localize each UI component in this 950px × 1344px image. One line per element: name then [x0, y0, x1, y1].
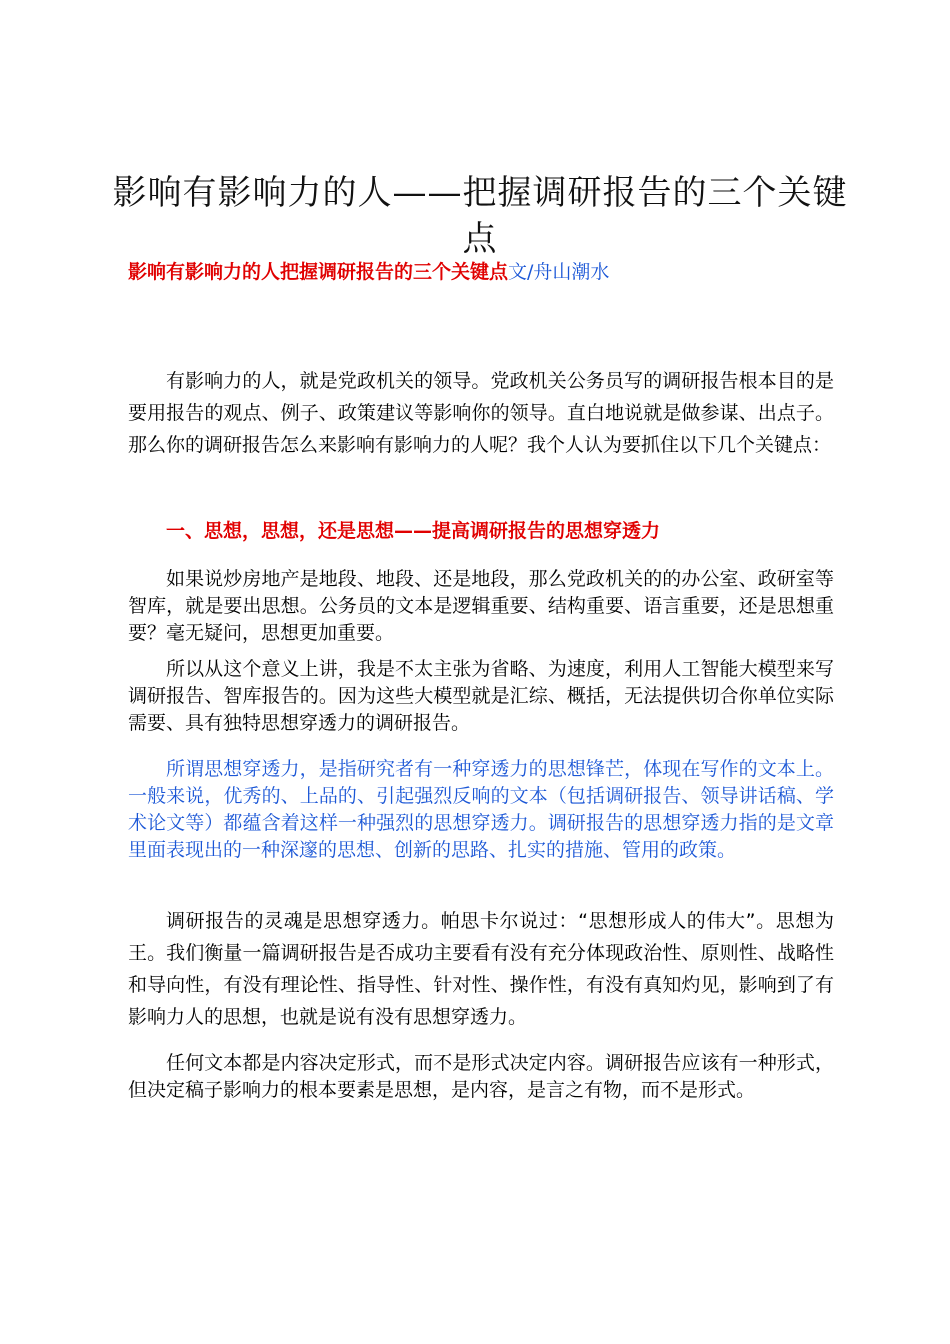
intro-paragraph: 有影响力的人，就是党政机关的领导。党政机关公务员写的调研报告根本目的是要用报告的观点、例子、政策建议等影响你的领导。直白地说就是做参谋、出点子。那么你的调研报告怎么来影响有影响力的人呢？我个人认为要抓住以下几个关键点：: [128, 370, 834, 456]
subtitle-author: 文/舟山潮水: [508, 261, 610, 283]
body-paragraph-4: 调研报告的灵魂是思想穿透力。帕思卡尔说过：“思想形成人的伟大”。思想为王。我们衡量一篇调研报告是否成功主要看有没有充分体现政治性、原则性、战略性和导向性，有没有理论性、指导性、针对性、操作性，有没有真知灼见，影响到了有影响力人的思想，也就是说有没有思想穿透力。: [128, 910, 834, 1028]
body-paragraph-3: 所谓思想穿透力，是指研究者有一种穿透力的思想锋芒，体现在写作的文本上。一般来说，优秀的、上品的、引起强烈反响的文本（包括调研报告、领导讲话稿、学术论文等）都蕴含着这样一种强烈的思想穿透力。调研报告的思想穿透力指的是文章里面表现出的一种深邃的思想、创新的思路、扎实的措施、管用的政策。: [128, 758, 834, 861]
body-paragraph-2: 所以从这个意义上讲，我是不太主张为省略、为速度，利用人工智能大模型来写调研报告、智库报告的。因为这些大模型就是汇综、概括，无法提供切合你单位实际需要、具有独特思想穿透力的调研报告。: [128, 658, 834, 734]
body-paragraph-5: 任何文本都是内容决定形式，而不是形式决定内容。调研报告应该有一种形式，但决定稿子影响力的根本要素是思想，是内容，是言之有物，而不是形式。: [128, 1052, 834, 1101]
subtitle-main: 影响有影响力的人把握调研报告的三个关键点: [128, 261, 509, 283]
document-title: 影响有影响力的人——把握调研报告的三个关键点: [112, 173, 848, 259]
section-1-heading: 一、思想，思想，还是思想——提高调研报告的思想穿透力: [166, 520, 661, 542]
document-subtitle: [128, 258, 848, 286]
body-paragraph-1: 如果说炒房地产是地段、地段、还是地段，那么党政机关的的办公室、政研室等智库，就是要出思想。公务员的文本是逻辑重要、结构重要、语言重要，还是思想重要？毫无疑问，思想更加重要。: [128, 568, 834, 644]
